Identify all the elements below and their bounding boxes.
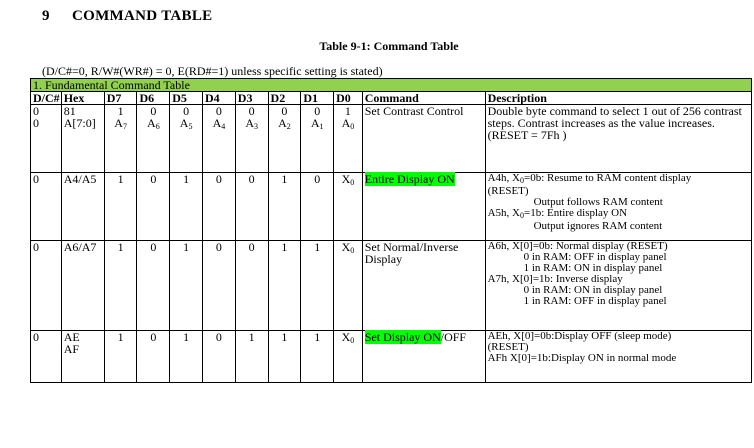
command-highlight: Entire Display ON xyxy=(364,172,455,186)
command-cell: Set Display ON/OFF xyxy=(362,331,485,383)
bit-cell: 0 xyxy=(203,173,236,241)
bit-cell: $X_0$ xyxy=(334,331,363,383)
bit-cell: 1 xyxy=(268,241,301,331)
bit-cell: 1 $A_0$ xyxy=(334,105,363,173)
section-heading xyxy=(42,8,212,25)
bit-cell: 0 xyxy=(203,241,236,331)
header-d6: D6 xyxy=(137,92,170,105)
header-hex: Hex xyxy=(61,92,104,105)
hex-cell: AE AF xyxy=(61,331,104,383)
header-d5: D5 xyxy=(170,92,203,105)
command-cell: Set Contrast Control xyxy=(362,105,485,173)
table-row xyxy=(31,173,752,241)
table-row xyxy=(31,105,752,173)
bit-cell: 1 xyxy=(104,173,137,241)
table-row xyxy=(31,241,752,331)
bit-cell: 0 $A_6$ xyxy=(137,105,170,173)
header-row xyxy=(31,92,752,105)
bit-cell: 0 xyxy=(203,331,236,383)
bit-cell: 1 xyxy=(104,331,137,383)
command-highlight: Set Display ON xyxy=(364,330,441,344)
bit-cell: 0 xyxy=(137,241,170,331)
bit-cell: 1 xyxy=(268,331,301,383)
bit-cell: 0 xyxy=(235,173,268,241)
bit-cell: 0 xyxy=(137,173,170,241)
description-cell: A6h, X[0]=0b: Normal display (RESET) 0 in RAM: OFF in display panel 1 in RAM: ON in display panel A7h, X[0]=1b: Inverse display 0 in RAM: ON in display panel 1 in RAM: OFF in display panel xyxy=(485,241,751,331)
bit-cell: 0 xyxy=(137,331,170,383)
bit-cell: 0 xyxy=(235,241,268,331)
header-command: Command xyxy=(362,92,485,105)
bit-cell: 1 xyxy=(104,241,137,331)
header-d4: D4 xyxy=(203,92,236,105)
description-cell: A4h, $X_0=0b$: Resume to RAM content display (RESET) Output follows RAM content A5h, $X_0=1b$: Entire display ON Output ignores RAM content xyxy=(485,173,751,241)
description-cell: AEh, X[0]=0b:Display OFF (sleep mode) (RESET) AFh X[0]=1b:Display ON in normal mode xyxy=(485,331,751,383)
table-caption xyxy=(0,39,754,54)
hex-cell: 81 A[7:0] xyxy=(61,105,104,173)
hex-cell: A4/A5 xyxy=(61,173,104,241)
section-title: COMMAND TABLE xyxy=(72,8,213,24)
command-cell: Set Normal/Inverse Display xyxy=(362,241,485,331)
header-d7: D7 xyxy=(104,92,137,105)
table-note: (D/C#=0, R/W#(WR#) = 0, E(RD#=1) unless specific setting is stated) xyxy=(42,64,383,78)
dc-cell: 0 0 xyxy=(31,105,62,173)
bit-cell: 0 $A_4$ xyxy=(203,105,236,173)
bit-cell: 1 xyxy=(301,241,334,331)
table-caption-label: Table 9-1: xyxy=(319,39,371,53)
bit-cell: 1 xyxy=(170,173,203,241)
bit-cell: 1 xyxy=(170,331,203,383)
section-number: 9 xyxy=(42,8,50,24)
bit-cell: 1 xyxy=(268,173,301,241)
section-label: 1. Fundamental Command Table xyxy=(31,79,752,92)
command-table xyxy=(30,78,752,383)
section-row xyxy=(31,79,752,92)
bit-cell: 1 xyxy=(170,241,203,331)
hex-cell: A6/A7 xyxy=(61,241,104,331)
bit-cell: 0 xyxy=(301,173,334,241)
table-row xyxy=(31,331,752,383)
command-cell xyxy=(362,173,485,241)
bit-cell: 1 xyxy=(235,331,268,383)
header-description: Description xyxy=(485,92,751,105)
header-d2: D2 xyxy=(268,92,301,105)
description-cell: Double byte command to select 1 out of 256 contrast steps. Contrast increases as the value increases. (RESET = 7Fh ) xyxy=(485,105,751,173)
bit-cell: $X_0$ xyxy=(334,241,363,331)
dc-cell: 0 xyxy=(31,173,62,241)
bit-cell: 0 $A_1$ xyxy=(301,105,334,173)
header-dc: D/C# xyxy=(31,92,62,105)
bit-cell: 0 $A_3$ xyxy=(235,105,268,173)
header-d3: D3 xyxy=(235,92,268,105)
bit-cell: 1 $A_7$ xyxy=(104,105,137,173)
table-caption-title: Command Table xyxy=(373,39,459,53)
bit-cell: $X_0$ xyxy=(334,173,363,241)
bit-cell: 0 $A_2$ xyxy=(268,105,301,173)
dc-cell: 0 xyxy=(31,241,62,331)
header-d1: D1 xyxy=(301,92,334,105)
bit-cell: 1 xyxy=(301,331,334,383)
dc-cell: 0 xyxy=(31,331,62,383)
header-d0: D0 xyxy=(334,92,363,105)
bit-cell: 0 $A_5$ xyxy=(170,105,203,173)
